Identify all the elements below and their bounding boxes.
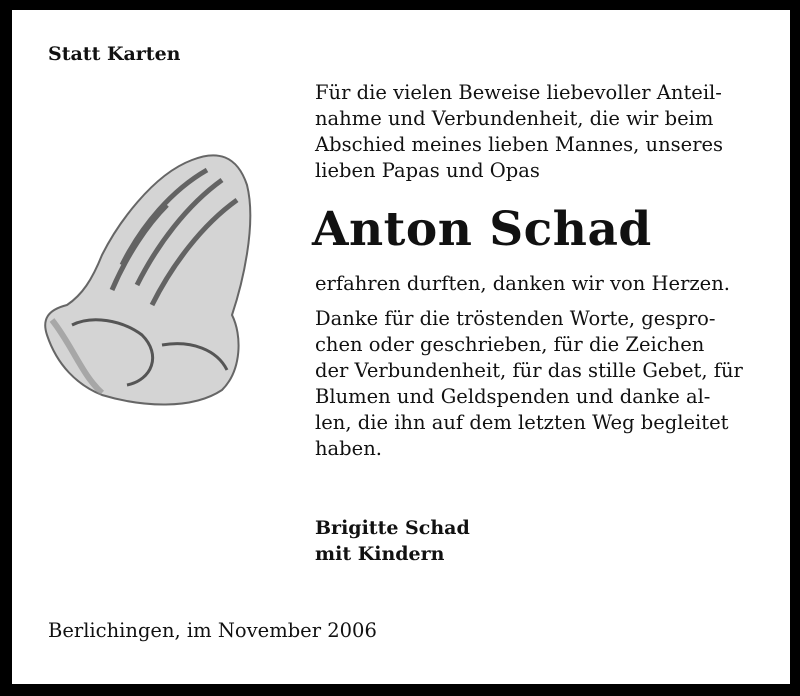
text-line: der Verbundenheit, für das stille Gebet, für [315, 359, 743, 382]
text-line: haben. [315, 437, 382, 460]
text-line: nahme und Verbundenheit, die wir beim [315, 107, 714, 130]
after-name-text: erfahren durften, danken wir von Herzen. [315, 272, 730, 295]
text-line: lieben Papas und Opas [315, 159, 540, 182]
signature-line: mit Kindern [315, 543, 445, 565]
signature-line: Brigitte Schad [315, 517, 470, 539]
notice-frame [12, 10, 790, 684]
intro-text [315, 80, 760, 184]
text-line: Blumen und Geldspenden und danke al- [315, 385, 711, 408]
thanks-text [315, 306, 760, 462]
text-line: Danke für die tröstenden Worte, gespro- [315, 307, 716, 330]
text-line: Abschied meines lieben Mannes, unseres [315, 133, 724, 156]
text-line: Für die vielen Beweise liebevoller Anteil- [315, 81, 722, 104]
text-line: len, die ihn auf dem letzten Weg begleitet [315, 411, 729, 434]
praying-hands-icon [42, 145, 272, 410]
place-date: Berlichingen, im November 2006 [48, 619, 377, 642]
text-line: chen oder geschrieben, für die Zeichen [315, 333, 705, 356]
signature [315, 515, 470, 567]
deceased-name: Anton Schad [312, 202, 652, 257]
heading: Statt Karten [48, 43, 181, 65]
